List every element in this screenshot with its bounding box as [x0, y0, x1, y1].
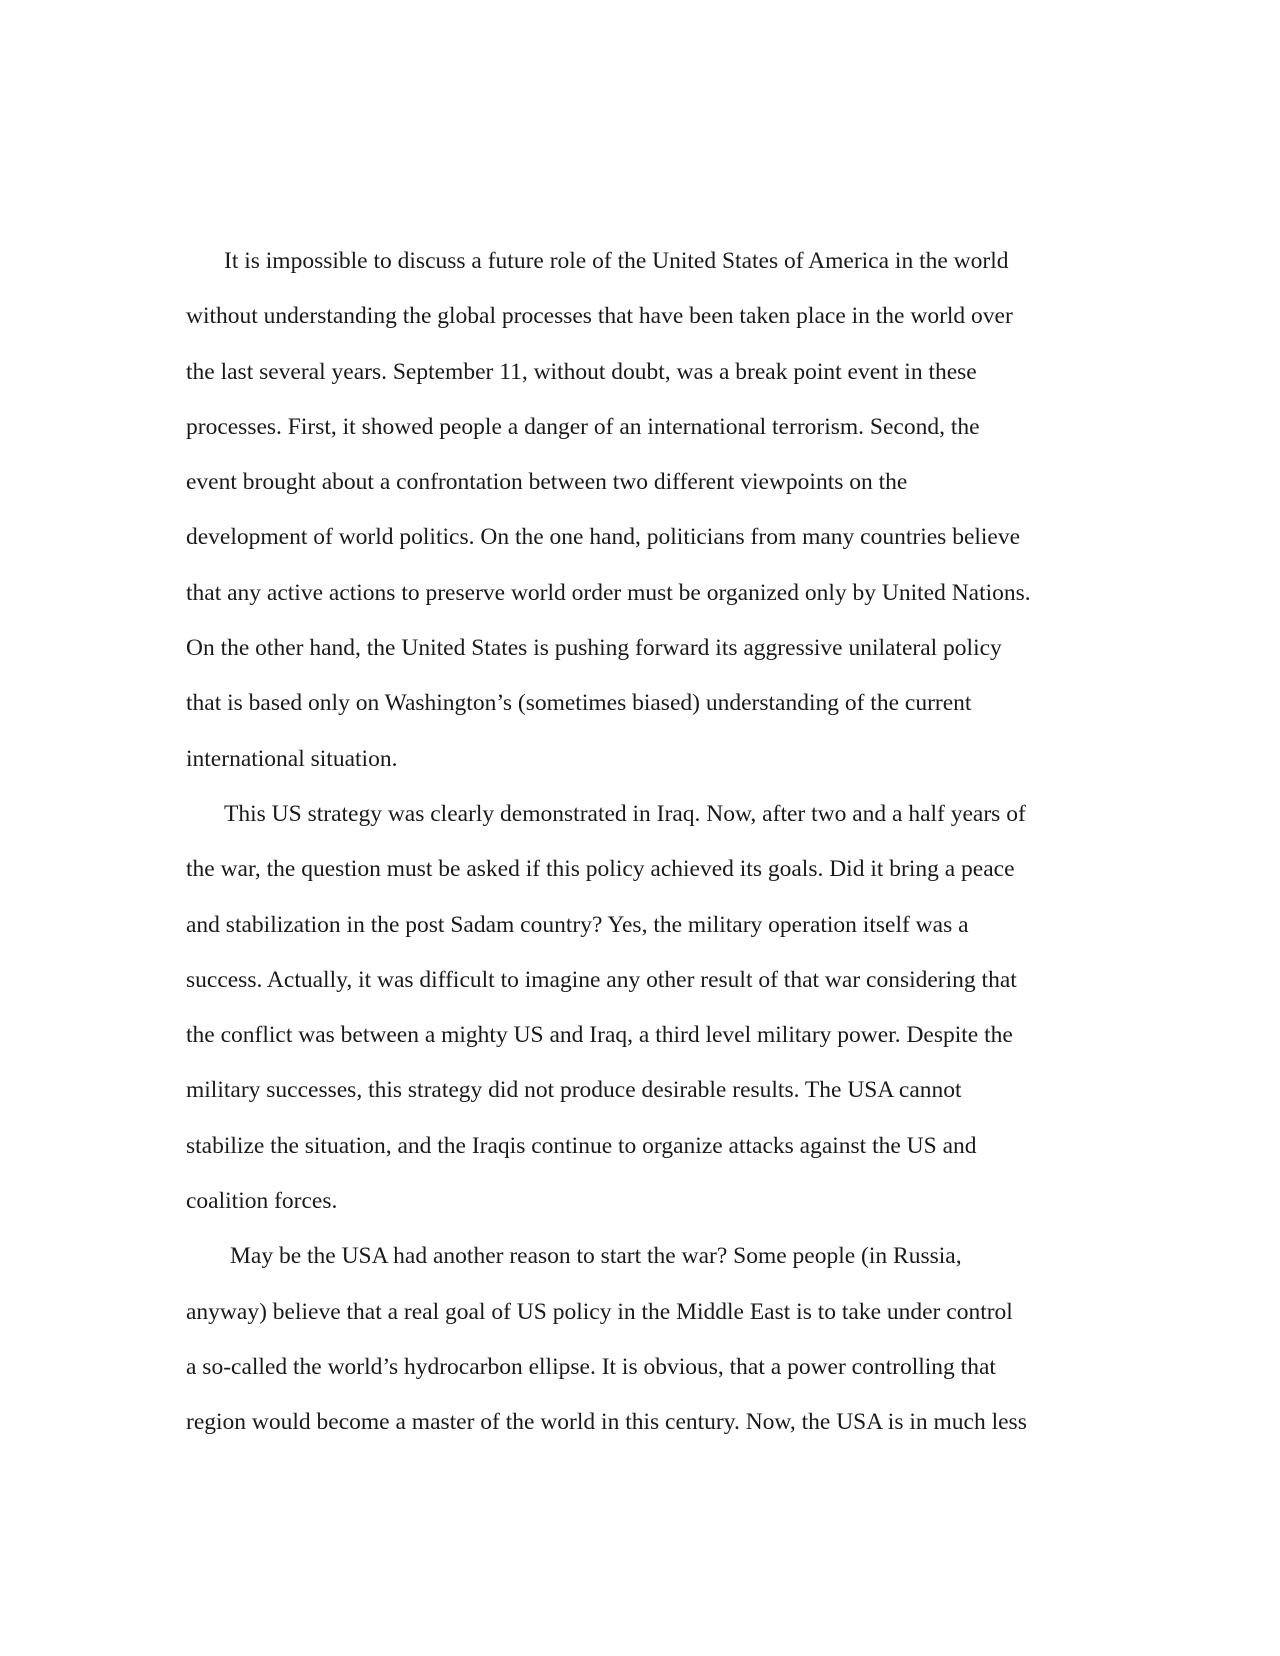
- text-line: and stabilization in the post Sadam country? Yes, the military operation itself was a: [186, 911, 969, 938]
- text-line: a so-called the world’s hydrocarbon ellipse. It is obvious, that a power controlling that: [186, 1353, 996, 1380]
- text-line: development of world politics. On the one hand, politicians from many countries believe: [186, 524, 1021, 551]
- paragraph-2: [186, 799, 1186, 1241]
- text-line: the war, the question must be asked if this policy achieved its goals. Did it bring a peace: [186, 856, 1015, 883]
- text-line: stabilize the situation, and the Iraqis continue to organize attacks against the US and: [186, 1132, 977, 1159]
- text-line: processes. First, it showed people a danger of an international terrorism. Second, the: [186, 413, 980, 440]
- text-line: It is impossible to discuss a future role of the United States of America in the world: [224, 248, 1009, 274]
- paragraph-1: [186, 246, 1186, 799]
- document-body: [186, 246, 1186, 1463]
- paragraph-3: [186, 1241, 1186, 1462]
- text-line: coalition forces.: [186, 1188, 338, 1215]
- text-line: that is based only on Washington’s (sometimes biased) understanding of the current: [186, 690, 972, 717]
- text-line: This US strategy was clearly demonstrated in Iraq. Now, after two and a half years of: [224, 800, 1026, 827]
- text-line: success. Actually, it was difficult to imagine any other result of that war considering that: [186, 966, 1017, 993]
- text-line: that any active actions to preserve world order must be organized only by United Nations.: [186, 579, 1031, 606]
- text-line: without understanding the global processes that have been taken place in the world over: [186, 303, 1013, 330]
- text-line: On the other hand, the United States is pushing forward its aggressive unilateral policy: [186, 635, 1002, 662]
- text-line: May be the USA had another reason to start the war? Some people (in Russia,: [230, 1243, 962, 1270]
- text-line: the conflict was between a mighty US and Iraq, a third level military power. Despite the: [186, 1022, 1013, 1049]
- text-line: international situation.: [186, 745, 398, 772]
- text-line: anyway) believe that a real goal of US policy in the Middle East is to take under control: [186, 1298, 1013, 1325]
- text-line: event brought about a confrontation between two different viewpoints on the: [186, 469, 908, 496]
- text-line: region would become a master of the world in this century. Now, the USA is in much less: [186, 1409, 1027, 1436]
- text-line: the last several years. September 11, without doubt, was a break point event in these: [186, 358, 977, 385]
- text-line: military successes, this strategy did not produce desirable results. The USA cannot: [186, 1077, 962, 1104]
